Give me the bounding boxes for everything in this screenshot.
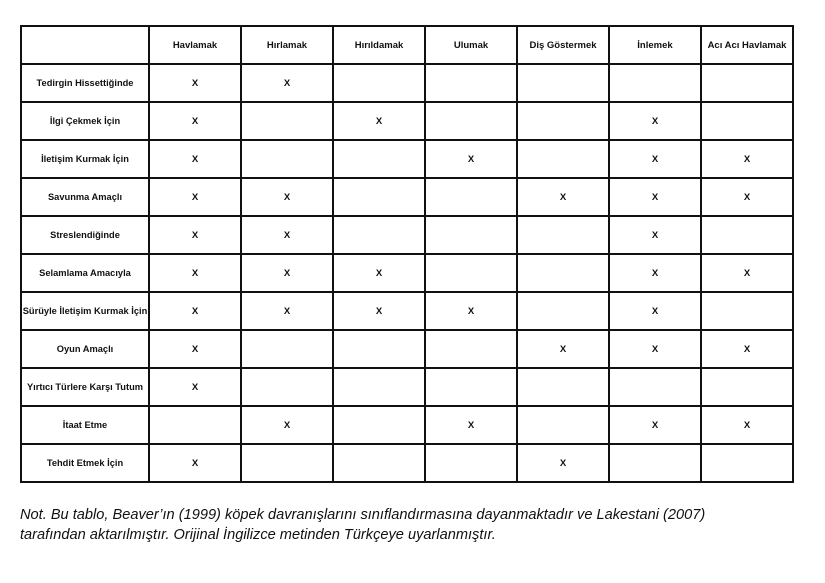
table-cell: X	[701, 254, 793, 292]
table-cell: X	[517, 444, 609, 482]
table-row	[21, 368, 793, 406]
row-label: İlgi Çekmek İçin	[21, 102, 149, 140]
table-cell	[701, 368, 793, 406]
table-cell: X	[609, 178, 701, 216]
table-cell: X	[149, 330, 241, 368]
table-cell	[701, 64, 793, 102]
table-cell	[241, 368, 333, 406]
column-header: Ulumak	[425, 26, 517, 64]
table-cell	[701, 102, 793, 140]
column-header: Diş Göstermek	[517, 26, 609, 64]
header-row	[21, 26, 793, 64]
table-body	[21, 64, 793, 482]
table-cell	[241, 444, 333, 482]
table-cell: X	[149, 292, 241, 330]
note-line-2: tarafından aktarılmıştır. Orijinal İngilizce metinden Türkçeye uyarlanmıştır.	[20, 527, 496, 543]
table-row	[21, 216, 793, 254]
table-cell	[333, 330, 425, 368]
table-cell: X	[609, 254, 701, 292]
table-cell: X	[149, 216, 241, 254]
table-row	[21, 254, 793, 292]
table-cell: X	[149, 102, 241, 140]
table-cell: X	[425, 406, 517, 444]
table-cell: X	[149, 178, 241, 216]
table-cell	[517, 216, 609, 254]
table-row	[21, 406, 793, 444]
table-cell	[333, 368, 425, 406]
table-cell	[609, 64, 701, 102]
table-cell: X	[241, 254, 333, 292]
table-cell: X	[701, 330, 793, 368]
table-row	[21, 140, 793, 178]
table-cell	[517, 102, 609, 140]
table-cell: X	[517, 178, 609, 216]
table-row	[21, 444, 793, 482]
table-cell: X	[241, 406, 333, 444]
table-cell: X	[609, 292, 701, 330]
table-cell	[425, 216, 517, 254]
table-cell	[241, 102, 333, 140]
row-label: Savunma Amaçlı	[21, 178, 149, 216]
column-header: Hırıldamak	[333, 26, 425, 64]
table-cell: X	[333, 292, 425, 330]
table-cell	[333, 444, 425, 482]
table-cell: X	[149, 140, 241, 178]
table-cell	[425, 102, 517, 140]
dog-behavior-table	[20, 25, 794, 483]
table-row	[21, 178, 793, 216]
column-header: Hırlamak	[241, 26, 333, 64]
table-cell	[425, 444, 517, 482]
table-cell: X	[149, 64, 241, 102]
table-cell: X	[241, 64, 333, 102]
row-label: Yırtıcı Türlere Karşı Tutum	[21, 368, 149, 406]
table-cell	[333, 64, 425, 102]
table-cell	[425, 330, 517, 368]
table-cell	[517, 64, 609, 102]
row-label: Oyun Amaçlı	[21, 330, 149, 368]
table-cell	[517, 292, 609, 330]
column-header: Acı Acı Havlamak	[701, 26, 793, 64]
table-cell: X	[609, 406, 701, 444]
table-cell	[333, 216, 425, 254]
table-cell	[425, 64, 517, 102]
table-cell	[149, 406, 241, 444]
table-cell	[425, 368, 517, 406]
table-row	[21, 330, 793, 368]
table-cell: X	[517, 330, 609, 368]
table-cell: X	[701, 178, 793, 216]
table-cell	[333, 406, 425, 444]
table-cell	[241, 330, 333, 368]
table-cell	[517, 368, 609, 406]
table-row	[21, 292, 793, 330]
table-cell	[517, 254, 609, 292]
table-cell	[333, 178, 425, 216]
column-header: İnlemek	[609, 26, 701, 64]
table-cell: X	[333, 102, 425, 140]
table-cell	[333, 140, 425, 178]
table-cell: X	[149, 368, 241, 406]
table-cell: X	[149, 444, 241, 482]
table-cell: X	[241, 216, 333, 254]
table-note	[20, 505, 810, 545]
table-cell: X	[425, 292, 517, 330]
table-cell: X	[241, 292, 333, 330]
table-cell	[425, 254, 517, 292]
table-cell	[701, 292, 793, 330]
table-cell: X	[609, 330, 701, 368]
table-cell: X	[333, 254, 425, 292]
table-cell: X	[701, 406, 793, 444]
table-cell	[609, 444, 701, 482]
row-label: Sürüyle İletişim Kurmak İçin	[21, 292, 149, 330]
table-cell	[701, 444, 793, 482]
table-cell	[425, 178, 517, 216]
row-label: İletişim Kurmak İçin	[21, 140, 149, 178]
table-cell	[517, 140, 609, 178]
table-cell	[517, 406, 609, 444]
table-cell: X	[609, 102, 701, 140]
row-label: Selamlama Amacıyla	[21, 254, 149, 292]
table-cell	[701, 216, 793, 254]
header-corner	[21, 26, 149, 64]
table-cell: X	[149, 254, 241, 292]
table-cell	[241, 140, 333, 178]
table-cell: X	[609, 216, 701, 254]
row-label: Tehdit Etmek İçin	[21, 444, 149, 482]
table-row	[21, 102, 793, 140]
row-label: Streslendiğinde	[21, 216, 149, 254]
row-label: İtaat Etme	[21, 406, 149, 444]
table-cell: X	[701, 140, 793, 178]
table-cell	[609, 368, 701, 406]
column-header: Havlamak	[149, 26, 241, 64]
row-label: Tedirgin Hissettiğinde	[21, 64, 149, 102]
table-row	[21, 64, 793, 102]
table-cell: X	[609, 140, 701, 178]
table-cell: X	[425, 140, 517, 178]
table-cell: X	[241, 178, 333, 216]
note-line-1: Not. Bu tablo, Beaver’ın (1999) köpek davranışlarını sınıflandırmasına dayanmaktadır ve Lakestani (2007)	[20, 507, 706, 523]
